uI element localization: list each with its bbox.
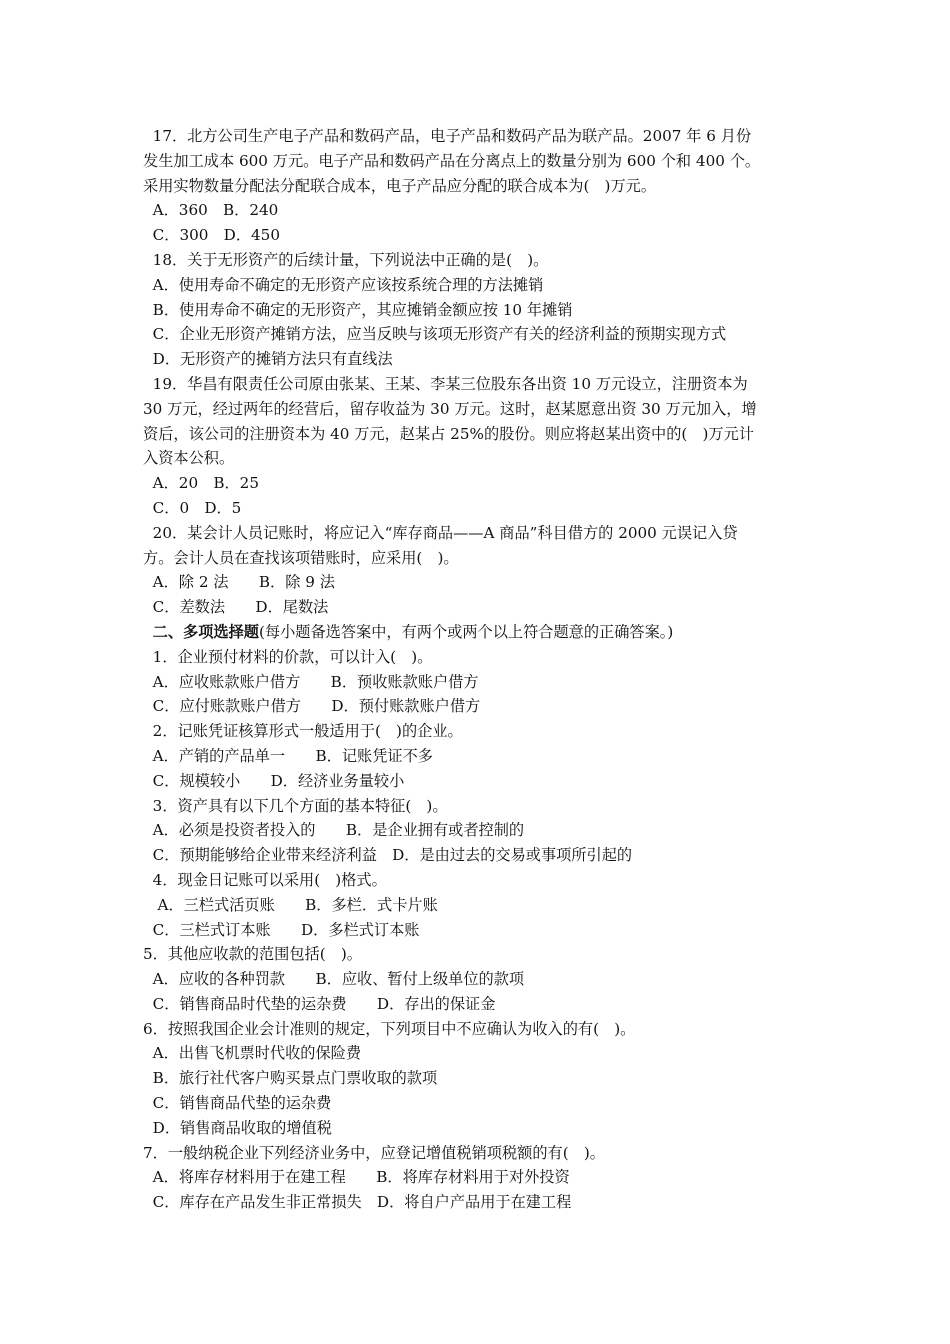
text-line: 19．华昌有限责任公司原由张某、王某、李某三位股东各出资 10 万元设立，注册资本为 xyxy=(143,374,748,393)
text-line: A．20 B．25 xyxy=(143,474,259,493)
text-line: C．差数法 D．尾数法 xyxy=(143,598,329,617)
text-line: A．出售飞机票时代收的保险费 xyxy=(143,1044,362,1063)
text-line: C．300 D．450 xyxy=(143,226,280,245)
text-line: A．应收的各种罚款 B．应收、暂付上级单位的款项 xyxy=(143,970,525,989)
text-line: 方。会计人员在查找该项错账时，应采用( )。 xyxy=(143,548,459,567)
text-line: B．旅行社代客户购买景点门票收取的款项 xyxy=(143,1069,438,1088)
text-line: C．销售商品代垫的运杂费 xyxy=(143,1094,332,1113)
text-line: A．产销的产品单一 B．记账凭证不多 xyxy=(143,746,433,765)
text-line: 30 万元，经过两年的经营后，留存收益为 30 万元。这时，赵某愿意出资 30 万元加入，增 xyxy=(143,399,757,418)
text-line: 17．北方公司生产电子产品和数码产品，电子产品和数码产品为联产品。2007 年 6 月份 xyxy=(143,127,752,145)
text-line: C．预期能够给企业带来经济利益 D．是由过去的交易或事项所引起的 xyxy=(143,846,633,865)
text-line: 18．关于无形资产的后续计量，下列说法中正确的是( )。 xyxy=(143,250,549,269)
text-line: 6．按照我国企业会计准则的规定，下列项目中不应确认为收入的有( )。 xyxy=(143,1019,636,1038)
text-line: A．除 2 法 B．除 9 法 xyxy=(143,573,335,592)
text-line: A．必须是投资者投入的 B．是企业拥有或者控制的 xyxy=(143,821,525,840)
text-line: D．无形资产的摊销方法只有直线法 xyxy=(143,350,393,369)
section-title: 二、多项选择题 xyxy=(152,622,259,641)
text-line: D．销售商品收取的增值税 xyxy=(143,1118,332,1137)
text-line: 3．资产具有以下几个方面的基本特征( )。 xyxy=(143,796,448,815)
text-line: A．将库存材料用于在建工程 B．将库存材料用于对外投资 xyxy=(143,1168,570,1187)
text-line: A．三栏式活页账 B．多栏．式卡片账 xyxy=(143,895,438,914)
text-line: B．使用寿命不确定的无形资产，其应摊销金额应按 10 年摊销 xyxy=(143,300,573,319)
text-line: 1．企业预付材料的价款，可以计入( )。 xyxy=(143,647,433,666)
text-line: A．应收账款账户借方 B．预收账款账户借方 xyxy=(143,672,479,691)
section-note: (每小题备选答案中，有两个或两个以上符合题意的正确答案。) xyxy=(258,622,674,641)
text-line: 7．一般纳税企业下列经济业务中，应登记增值税销项税额的有( )。 xyxy=(143,1143,605,1162)
text-line: 发生加工成本 600 万元。电子产品和数码产品在分离点上的数量分别为 600 个和 400 个。 xyxy=(143,151,761,170)
text-line: C．三栏式订本账 D．多栏式订本账 xyxy=(143,920,420,939)
text-line: 5．其他应收款的范围包括( )。 xyxy=(143,945,362,964)
text-line: C．企业无形资产摊销方法，应当反映与该项无形资产有关的经济利益的预期实现方式 xyxy=(143,325,727,344)
text-line: C．库存在产品发生非正常损失 D．将自户产品用于在建工程 xyxy=(143,1193,572,1212)
text-line: 采用实物数量分配法分配联合成本，电子产品应分配的联合成本为( )万元。 xyxy=(143,176,657,195)
text-line: 资后，该公司的注册资本为 40 万元，赵某占 25%的股份。则应将赵某出资中的( )万元计 xyxy=(143,424,754,443)
text-line: C．规模较小 D．经济业务量较小 xyxy=(143,771,405,790)
text-line: C．应付账款账户借方 D．预付账款账户借方 xyxy=(143,697,481,716)
text-line: 2．记账凭证核算形式一般适用于( )的企业。 xyxy=(143,722,463,741)
text-line: 入资本公积。 xyxy=(143,449,235,468)
text-line: A．360 B．240 xyxy=(143,201,279,220)
text-line: C．销售商品时代垫的运杂费 D．存出的保证金 xyxy=(143,994,496,1013)
document-body xyxy=(143,124,823,1215)
text-line: 4．现金日记账可以采用( )格式。 xyxy=(143,870,387,889)
section-heading xyxy=(143,620,823,645)
text-line: 20．某会计人员记账时，将应记入“库存商品——A 商品”科目借方的 2000 元误记入贷 xyxy=(143,523,738,542)
text-line: C．0 D．5 xyxy=(143,498,242,517)
text-line: A．使用寿命不确定的无形资产应该按系统合理的方法摊销 xyxy=(143,275,544,294)
